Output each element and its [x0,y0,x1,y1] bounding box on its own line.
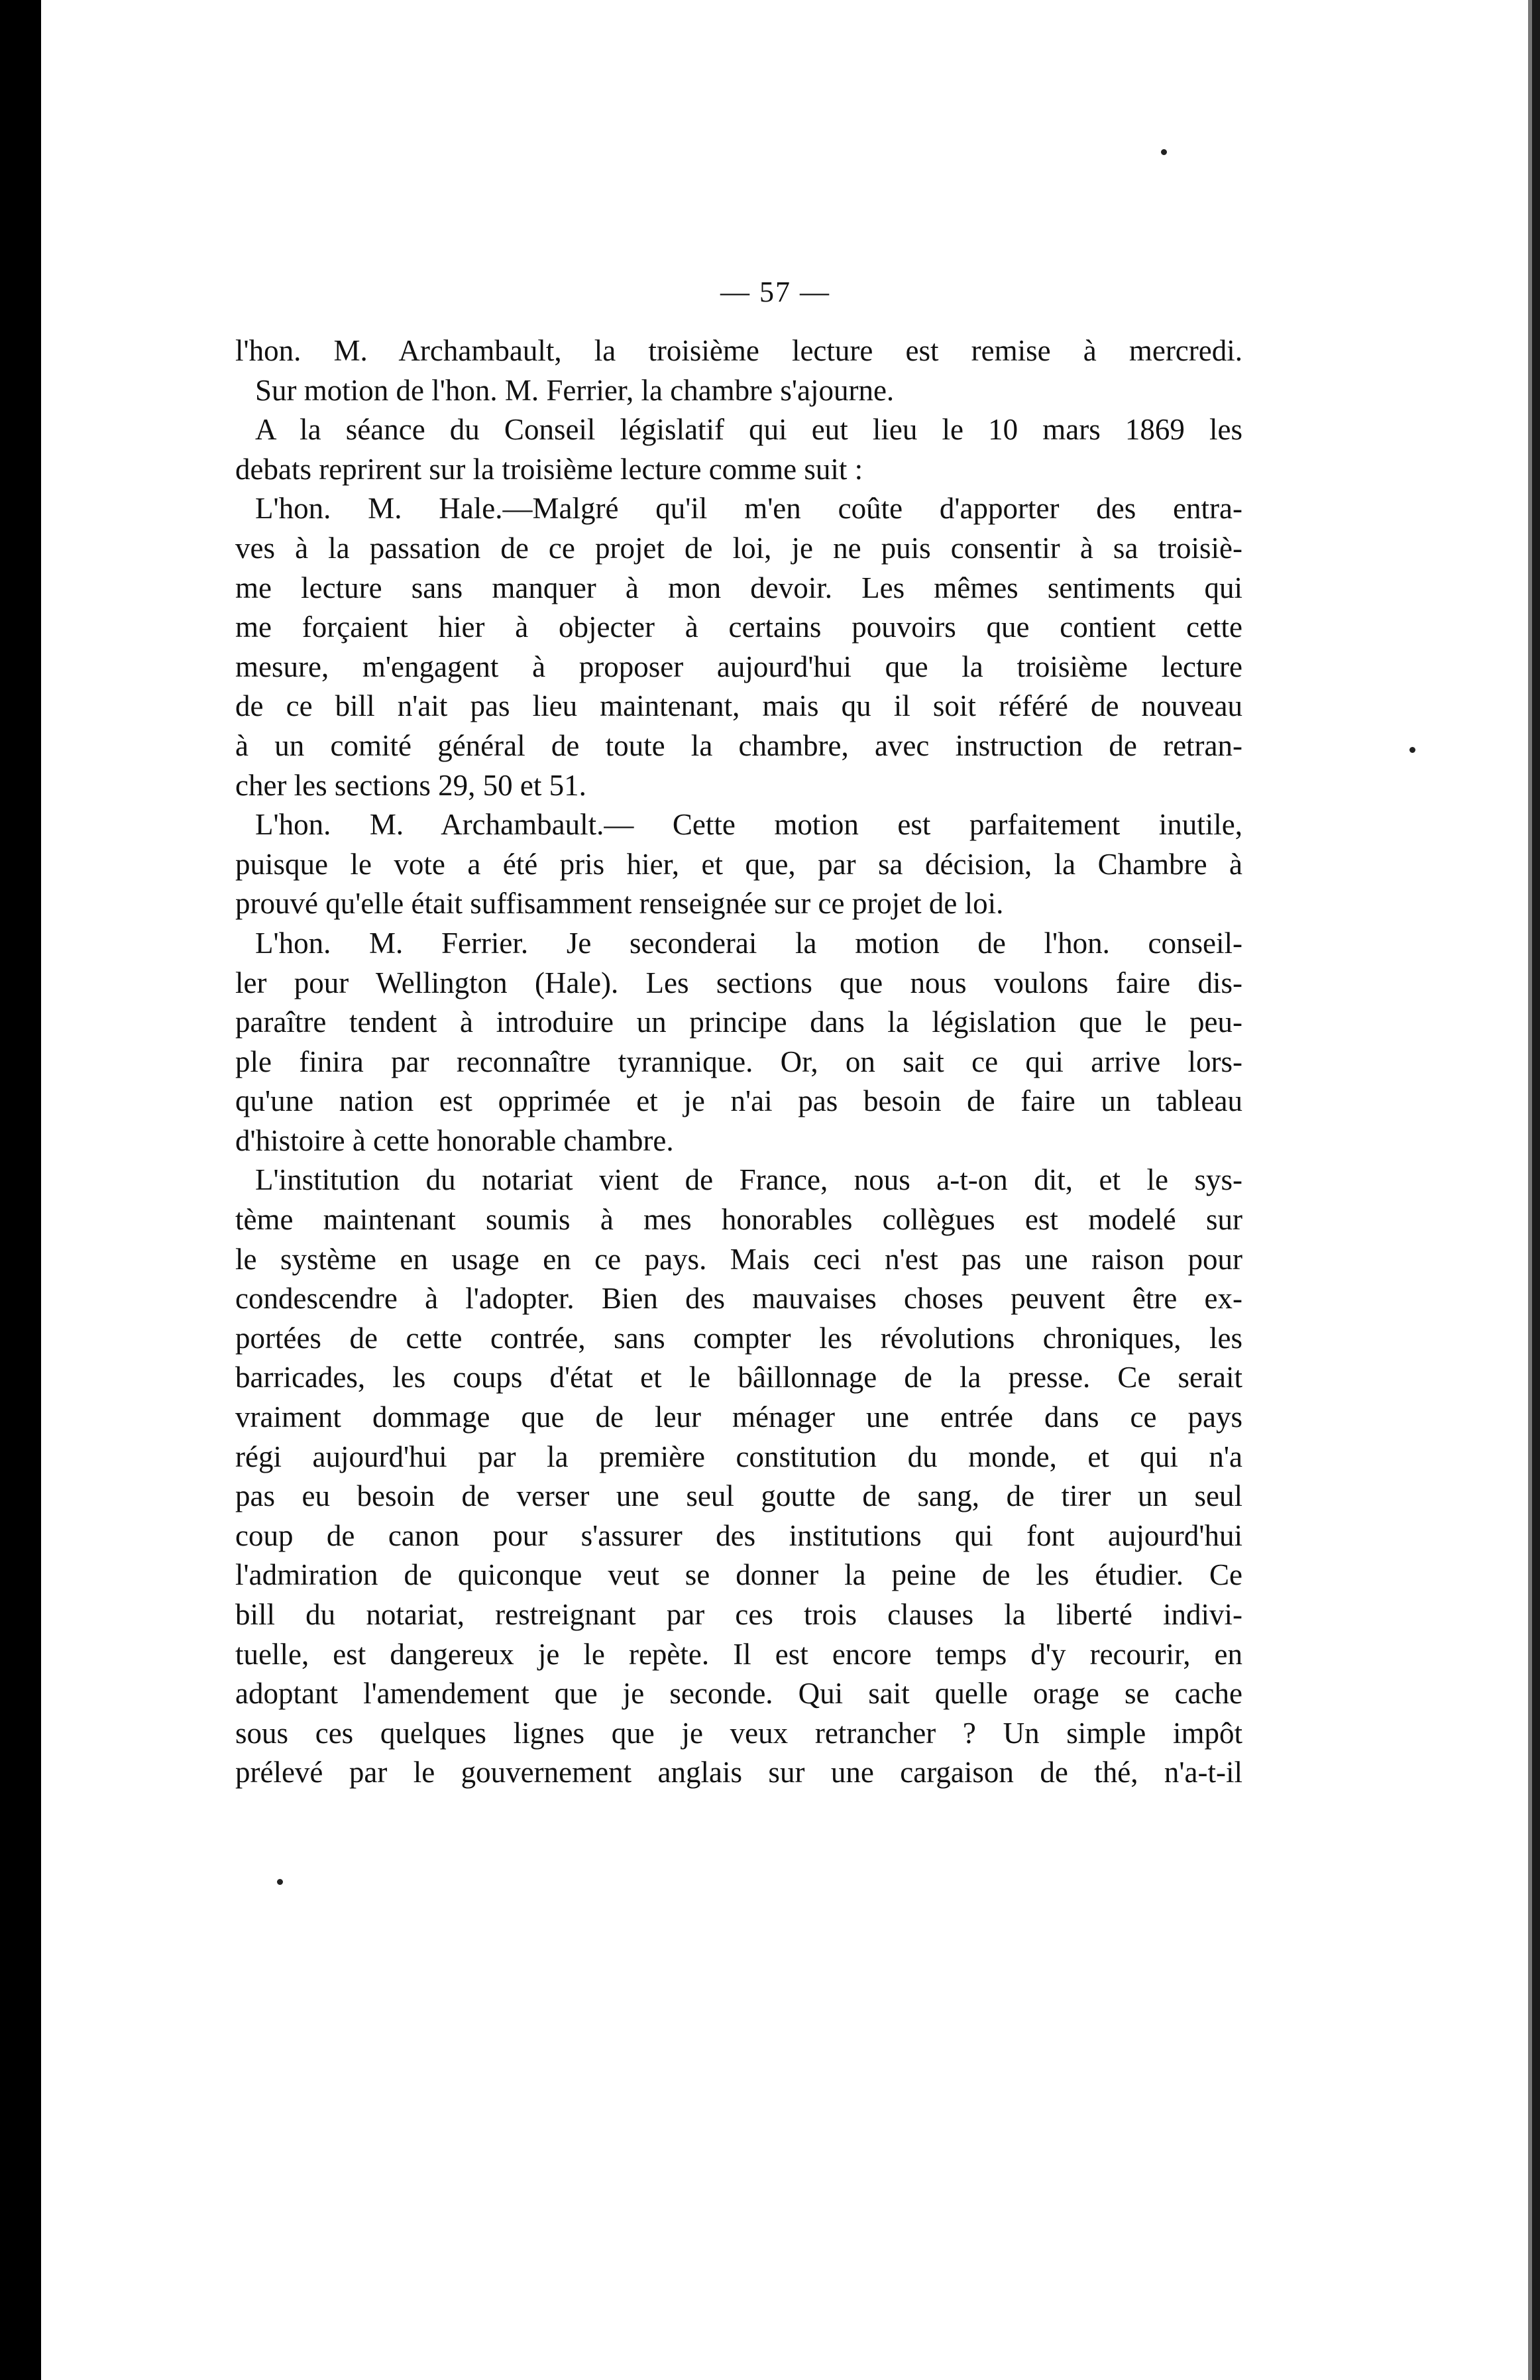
text-line: le système en usage en ce pays. Mais ceci n'est pas une raison pour [235,1242,1242,1276]
text-line: barricades, les coups d'état et le bâillonnage de la presse. Ce serait [235,1361,1242,1394]
text-line: régi aujourd'hui par la première constitution du monde, et qui n'a [235,1440,1242,1473]
text-line: d'histoire à cette honorable chambre. [235,1123,674,1157]
text-line: de ce bill n'ait pas lieu maintenant, mais qu il soit référé de nouveau [235,689,1242,723]
text-line: A la séance du Conseil législatif qui eut lieu le 10 mars 1869 les [255,413,1242,447]
text-line: bill du notariat, restreignant par ces trois clauses la liberté indivi- [235,1598,1242,1631]
text-line: puisque le vote a été pris hier, et que, par sa décision, la Chambre à [235,847,1242,881]
text-line: condescendre à l'adopter. Bien des mauvaises choses peuvent être ex- [235,1282,1242,1316]
scan-right-border [1532,0,1540,2380]
scan-left-border [0,0,41,2380]
text-line: debats reprirent sur la troisième lecture comme suit : [235,452,863,486]
text-line: tuelle, est dangereux je le repète. Il est encore temps d'y recourir, en [235,1637,1242,1671]
text-line: sous ces quelques lignes que je veux retrancher ? Un simple impôt [235,1716,1242,1750]
text-line: paraître tendent à introduire un principe dans la législation que le peu- [235,1005,1242,1039]
text-line: vraiment dommage que de leur ménager une entrée dans ce pays [235,1400,1242,1434]
text-line: me forçaient hier à objecter à certains pouvoirs que contient cette [235,610,1242,644]
text-line: L'hon. M. Hale.—Malgré qu'il m'en coûte d'apporter des entra- [255,492,1242,526]
text-line: l'admiration de quiconque veut se donner la peine de les étudier. Ce [235,1558,1242,1592]
scan-speck [1409,747,1415,753]
text-line: L'hon. M. Archambault.— Cette motion est parfaitement inutile, [255,808,1242,842]
text-line: tème maintenant soumis à mes honorables collègues est modelé sur [235,1203,1242,1237]
text-line: adoptant l'amendement que je seconde. Qui sait quelle orage se cache [235,1677,1242,1711]
text-line: prouvé qu'elle était suffisamment renseignée sur ce projet de loi. [235,887,1004,921]
text-line: coup de canon pour s'assurer des institutions qui font aujourd'hui [235,1518,1242,1552]
text-line: ves à la passation de ce projet de loi, je ne puis consentir à sa troisiè- [235,531,1242,565]
text-line: portées de cette contrée, sans compter les révolutions chroniques, les [235,1321,1242,1355]
scan-speck [1161,149,1167,155]
text-line: qu'une nation est opprimée et je n'ai pas besoin de faire un tableau [235,1084,1242,1118]
text-line: L'hon. M. Ferrier. Je seconderai la motion de l'hon. conseil- [255,926,1242,960]
text-line: à un comité général de toute la chambre, avec instruction de retran- [235,728,1242,762]
text-line: prélevé par le gouvernement anglais sur une cargaison de thé, n'a-t-il [235,1756,1242,1789]
page-number: — 57 — [720,276,830,308]
text-line: ple finira par reconnaître tyrannique. Or, on sait ce qui arrive lors- [235,1045,1242,1078]
text-line: cher les sections 29, 50 et 51. [235,768,586,802]
text-line: pas eu besoin de verser une seul goutte de sang, de tirer un seul [235,1479,1242,1513]
text-line: me lecture sans manquer à mon devoir. Les mêmes sentiments qui [235,571,1242,604]
text-line: ler pour Wellington (Hale). Les sections que nous voulons faire dis- [235,966,1242,999]
text-line: mesure, m'engagent à proposer aujourd'hui que la troisième lecture [235,650,1242,683]
text-line: l'hon. M. Archambault, la troisième lecture est remise à mercredi. [235,334,1242,367]
text-line: Sur motion de l'hon. M. Ferrier, la chambre s'ajourne. [255,373,895,407]
text-line: L'institution du notariat vient de France, nous a-t-on dit, et le sys- [255,1163,1242,1197]
body-text [235,331,1242,1793]
scan-speck [277,1879,283,1885]
